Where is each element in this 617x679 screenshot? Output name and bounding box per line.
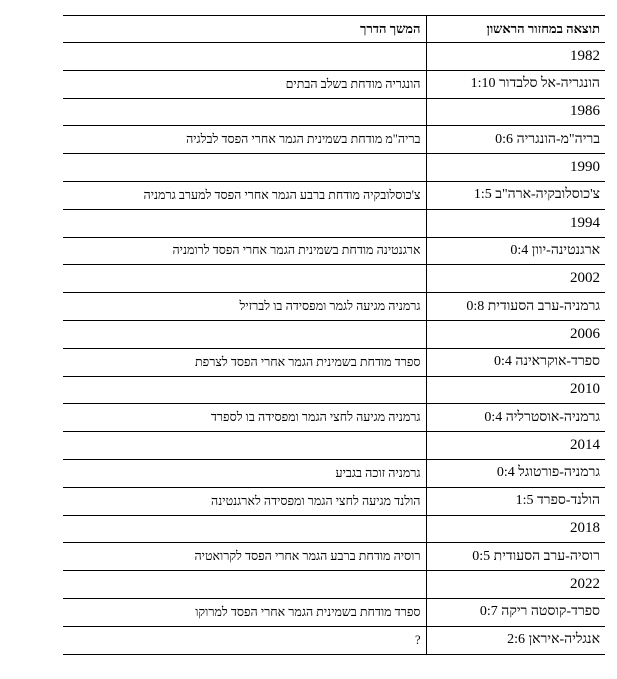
year-row: [63, 98, 605, 126]
table-row: [63, 543, 605, 571]
year-row: [63, 320, 605, 348]
header-result: תוצאה במחזור הראשון: [426, 16, 605, 43]
table-row: [63, 598, 605, 626]
table-row: [63, 181, 605, 209]
continuation-cell: גרמניה זוכה בגביע: [63, 459, 426, 487]
continuation-cell: [63, 515, 426, 543]
continuation-cell: ?: [63, 626, 426, 654]
result-cell: רוסיה-ערב הסעודית 0:5: [426, 543, 605, 571]
continuation-cell: רוסיה מודחת ברבע הגמר אחרי הפסד לקרואטיה: [63, 543, 426, 571]
results-table: [63, 15, 605, 655]
continuation-cell: גרמניה מגיעה לחצי הגמר ומפסידה בו לספרד: [63, 404, 426, 432]
table-row: [63, 404, 605, 432]
continuation-cell: [63, 376, 426, 404]
continuation-cell: [63, 571, 426, 599]
year-row: [63, 43, 605, 71]
year-row: [63, 515, 605, 543]
continuation-cell: ארגנטינה מודחת בשמינית הגמר אחרי הפסד לרומניה: [63, 237, 426, 265]
table-row: [63, 487, 605, 515]
result-cell: ספרד-קוסטה ריקה 0:7: [426, 598, 605, 626]
year-row: [63, 571, 605, 599]
year-row: [63, 432, 605, 460]
result-cell: גרמניה-ערב הסעודית 0:8: [426, 293, 605, 321]
continuation-cell: הונגריה מודחת בשלב הבתים: [63, 70, 426, 98]
header-continuation: המשך הדרך: [63, 16, 426, 43]
continuation-cell: [63, 209, 426, 237]
year-cell: 1990: [426, 154, 605, 182]
year-cell: 2014: [426, 432, 605, 460]
table-row: [63, 459, 605, 487]
continuation-cell: צ'כוסלובקיה מודחת ברבע הגמר אחרי הפסד למערב גרמניה: [63, 181, 426, 209]
results-table-container: [63, 15, 605, 655]
table-row: [63, 348, 605, 376]
year-row: [63, 209, 605, 237]
continuation-cell: בריה"מ מודחת בשמינית הגמר אחרי הפסד לבלגיה: [63, 126, 426, 154]
table-row: [63, 126, 605, 154]
table-row: [63, 626, 605, 654]
continuation-cell: [63, 320, 426, 348]
year-cell: 2022: [426, 571, 605, 599]
result-cell: גרמניה-אוסטרליה 0:4: [426, 404, 605, 432]
year-cell: 1986: [426, 98, 605, 126]
result-cell: הולנד-ספרד 1:5: [426, 487, 605, 515]
result-cell: אנגליה-איראן 2:6: [426, 626, 605, 654]
result-cell: הונגריה-אל סלבדור 1:10: [426, 70, 605, 98]
continuation-cell: ספרד מודחת בשמינית הגמר אחרי הפסד למרוקו: [63, 598, 426, 626]
year-cell: 2002: [426, 265, 605, 293]
year-cell: 1994: [426, 209, 605, 237]
result-cell: ארגנטינה-יוון 0:4: [426, 237, 605, 265]
table-body: [63, 43, 605, 655]
year-cell: 2010: [426, 376, 605, 404]
continuation-cell: גרמניה מגיעה לגמר ומפסידה בו לברזיל: [63, 293, 426, 321]
year-cell: 2006: [426, 320, 605, 348]
continuation-cell: [63, 154, 426, 182]
table-row: [63, 237, 605, 265]
continuation-cell: [63, 432, 426, 460]
continuation-cell: [63, 98, 426, 126]
result-cell: ספרד-אוקראינה 0:4: [426, 348, 605, 376]
continuation-cell: הולנד מגיעה לחצי הגמר ומפסידה לארגנטינה: [63, 487, 426, 515]
continuation-cell: [63, 43, 426, 71]
year-cell: 1982: [426, 43, 605, 71]
result-cell: גרמניה-פורטוגל 0:4: [426, 459, 605, 487]
year-row: [63, 376, 605, 404]
continuation-cell: [63, 265, 426, 293]
result-cell: בריה"מ-הונגריה 0:6: [426, 126, 605, 154]
year-cell: 2018: [426, 515, 605, 543]
year-row: [63, 154, 605, 182]
year-row: [63, 265, 605, 293]
result-cell: צ'כוסלובקיה-ארה"ב 1:5: [426, 181, 605, 209]
table-row: [63, 70, 605, 98]
table-header-row: [63, 16, 605, 43]
table-row: [63, 293, 605, 321]
continuation-cell: ספרד מודחת בשמינית הגמר אחרי הפסד לצרפת: [63, 348, 426, 376]
